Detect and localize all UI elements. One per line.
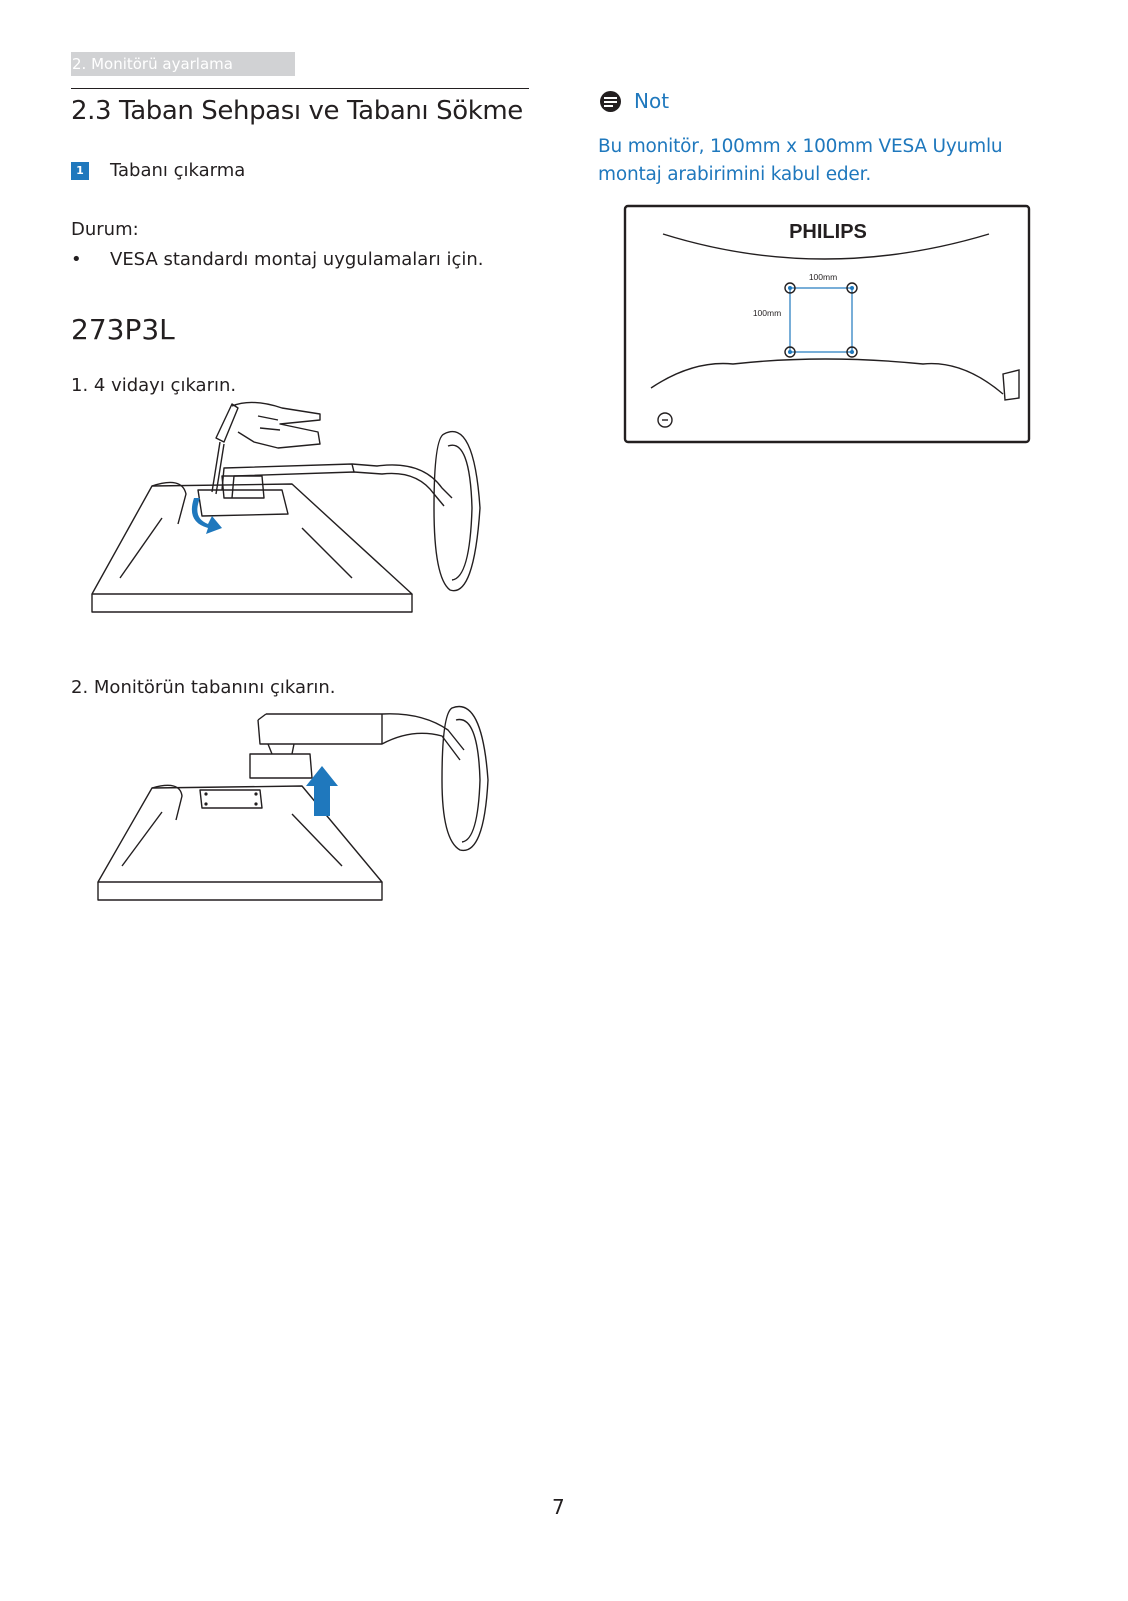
condition-bullet-text: VESA standardı montaj uygulamaları için. [110, 249, 484, 270]
page-number: 7 [552, 1495, 565, 1519]
step-title: Tabanı çıkarma [110, 160, 246, 181]
step-2-label: 2. Monitörün tabanını çıkarın. [71, 677, 336, 698]
step-number-badge: 1 [71, 162, 89, 180]
note-title: Not [634, 89, 670, 113]
note-text: Bu monitör, 100mm x 100mm VESA Uyumlu montaj arabirimini kabul eder. [598, 136, 1003, 185]
model-name: 273P3L [71, 313, 175, 346]
section-title: 2.3 Taban Sehpası ve Tabanı Sökme [71, 88, 529, 129]
vesa-back-illustration [623, 204, 1033, 450]
note-icon [599, 90, 622, 113]
vesa-width-label: 100mm [808, 272, 838, 282]
vesa-mount-square [790, 288, 852, 352]
bullet-dot: • [71, 249, 82, 270]
chapter-tag: 2. Monitörü ayarlama [71, 52, 295, 76]
brand-logo: PHILIPS [789, 221, 867, 243]
vesa-height-label: 100mm [752, 308, 782, 318]
base-removal-illustration [92, 700, 512, 906]
screw-removal-illustration [82, 398, 502, 630]
step-1-label: 1. 4 vidayı çıkarın. [71, 375, 237, 396]
condition-label: Durum: [71, 219, 139, 240]
